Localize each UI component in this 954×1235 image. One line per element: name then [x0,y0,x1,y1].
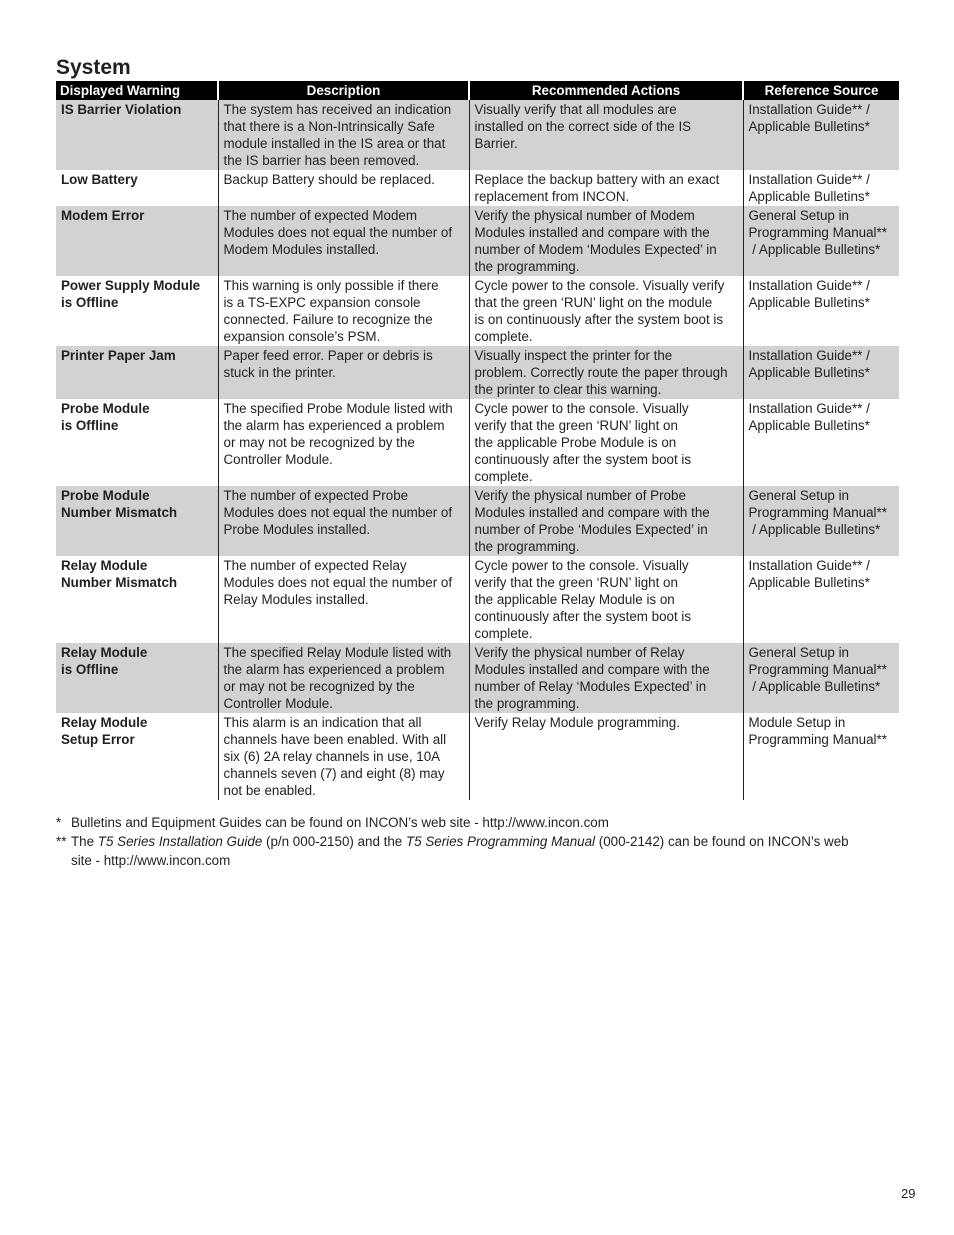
reference-cell [743,556,899,643]
system-warnings-table [56,81,899,800]
cell-line: The number of expected Modem [223,208,418,223]
footnote-text: site - http://www.incon.com [71,853,231,868]
cell-line: Controller Module. [223,696,333,711]
cell-line: Number Mismatch [61,575,178,590]
cell-line: Installation Guide** / [748,172,870,187]
cell-line: Replace the backup battery with an exact [474,172,720,187]
cell-line: is Offline [61,662,119,677]
page-number: 29 [901,1186,916,1201]
cell-line: Backup Battery should be replaced. [223,172,435,187]
cell-line: Visually inspect the printer for the [474,348,673,363]
cell-line: verify that the green ‘RUN’ light on [474,418,678,433]
table-row [56,486,899,556]
actions-cell [469,643,743,713]
cell-line: Modules installed and compare with the [474,225,710,240]
cell-line: replacement from INCON. [474,189,630,204]
cell-line: Verify the physical number of Probe [474,488,686,503]
cell-line: the IS barrier has been removed. [223,153,420,168]
cell-line: General Setup in [748,645,849,660]
cell-line: Paper feed error. Paper or debris is [223,348,433,363]
cell-line: The specified Relay Module listed with [223,645,452,660]
section-title: System [56,56,131,79]
actions-cell [469,399,743,486]
cell-line: the printer to clear this warning. [474,382,662,397]
cell-line: not be enabled. [223,783,316,798]
cell-line: Probe Modules installed. [223,522,371,537]
cell-line: The system has received an indication [223,102,452,117]
cell-line: Modules installed and compare with the [474,505,710,520]
actions-cell [469,486,743,556]
cell-line: The specified Probe Module listed with [223,401,453,416]
cell-line: the applicable Relay Module is on [474,592,675,607]
table-row [56,346,899,399]
cell-line: Number Mismatch [61,505,178,520]
cell-line: module installed in the IS area or that [223,136,446,151]
actions-cell [469,556,743,643]
reference-cell [743,170,899,206]
cell-line: problem. Correctly route the paper through [474,365,728,380]
description-cell [218,556,469,643]
cell-line: The number of expected Probe [223,488,409,503]
footnote-mark: ** [56,834,67,849]
cell-line: Modules installed and compare with the [474,662,710,677]
cell-line: Setup Error [61,732,135,747]
cell-line: Installation Guide** / [748,348,870,363]
warning-cell [56,713,218,800]
footnote-bulletins [56,813,906,832]
cell-line: Installation Guide** / [748,401,870,416]
cell-line: Installation Guide** / [748,558,870,573]
cell-line: Installation Guide** / [748,102,870,117]
reference-cell [743,346,899,399]
actions-cell [469,713,743,800]
header-recommended-actions: Recommended Actions [469,81,743,100]
cell-line: the programming. [474,259,580,274]
cell-line: the alarm has experienced a problem [223,418,445,433]
warning-cell [56,346,218,399]
cell-line: Modules does not equal the number of [223,575,453,590]
table-row [56,206,899,276]
cell-line: Barrier. [474,136,518,151]
cell-line: is Offline [61,295,119,310]
cell-line: Probe Module [61,401,150,416]
reference-cell [743,713,899,800]
cell-line: the programming. [474,696,580,711]
warning-cell [56,399,218,486]
cell-line: channels have been enabled. With all [223,732,447,747]
cell-line: Cycle power to the console. Visually [474,401,689,416]
cell-line: Programming Manual** [748,732,887,747]
cell-line: number of Probe ‘Modules Expected’ in [474,522,708,537]
cell-line: Applicable Bulletins* [748,575,870,590]
description-cell [218,346,469,399]
cell-line: General Setup in [748,488,849,503]
cell-line: is Offline [61,418,119,433]
cell-line: Low Battery [61,172,138,187]
installation-guide-title: T5 Series Installation Guide [97,834,263,849]
warning-cell [56,170,218,206]
actions-cell [469,170,743,206]
cell-line: is on continuously after the system boot is [474,312,724,327]
table-row [56,643,899,713]
description-cell [218,399,469,486]
cell-line: is a TS-EXPC expansion console [223,295,421,310]
warning-cell [56,643,218,713]
cell-line: This alarm is an indication that all [223,715,422,730]
description-cell [218,206,469,276]
reference-cell [743,399,899,486]
cell-line: connected. Failure to recognize the [223,312,433,327]
description-cell [218,643,469,713]
cell-line: the programming. [474,539,580,554]
cell-line: complete. [474,469,533,484]
warning-cell [56,276,218,346]
reference-cell [743,100,899,170]
footnote-text: (000-2142) can be found on INCON’s web [595,834,849,849]
reference-cell [743,276,899,346]
cell-line: Controller Module. [223,452,333,467]
footnote-manuals [56,832,906,870]
description-cell [218,713,469,800]
actions-cell [469,100,743,170]
cell-line: Verify the physical number of Relay [474,645,685,660]
cell-line: the alarm has experienced a problem [223,662,445,677]
cell-line: Module Setup in [748,715,846,730]
cell-line: The number of expected Relay [223,558,407,573]
cell-line: / Applicable Bulletins* [748,522,881,537]
actions-cell [469,276,743,346]
cell-line: Relay Module [61,715,148,730]
description-cell [218,170,469,206]
cell-line: Verify the physical number of Modem [474,208,695,223]
cell-line: Relay Modules installed. [223,592,369,607]
actions-cell [469,206,743,276]
cell-line: / Applicable Bulletins* [748,679,881,694]
cell-line: Installation Guide** / [748,278,870,293]
cell-line: Modules does not equal the number of [223,225,453,240]
cell-line: Modules does not equal the number of [223,505,453,520]
actions-cell [469,346,743,399]
cell-line: Applicable Bulletins* [748,295,870,310]
cell-line: or may not be recognized by the [223,679,415,694]
cell-line: Printer Paper Jam [61,348,176,363]
footnote-text: The [71,834,98,849]
cell-line: General Setup in [748,208,849,223]
cell-line: verify that the green ‘RUN’ light on [474,575,678,590]
cell-line: channels seven (7) and eight (8) may [223,766,445,781]
footnote-text: Bulletins and Equipment Guides can be found on INCON’s web site - http://www.incon.com [71,815,609,830]
reference-cell [743,486,899,556]
cell-line: IS Barrier Violation [61,102,182,117]
cell-line: Probe Module [61,488,150,503]
cell-line: or may not be recognized by the [223,435,415,450]
header-reference-source: Reference Source [743,81,899,100]
footnote-text: (p/n 000-2150) and the [262,834,406,849]
header-description: Description [218,81,469,100]
table-row [56,556,899,643]
footnotes [56,813,906,870]
cell-line: Modem Error [61,208,145,223]
cell-line: expansion console’s PSM. [223,329,381,344]
footnote-mark: * [56,815,62,830]
warning-cell [56,206,218,276]
cell-line: Power Supply Module [61,278,201,293]
cell-line: continuously after the system boot is [474,452,692,467]
cell-line: installed on the correct side of the IS [474,119,692,134]
cell-line: the applicable Probe Module is on [474,435,677,450]
table-row [56,170,899,206]
cell-line: six (6) 2A relay channels in use, 10A [223,749,441,764]
cell-line: that the green ‘RUN’ light on the module [474,295,713,310]
warning-cell [56,100,218,170]
description-cell [218,100,469,170]
table-row [56,100,899,170]
cell-line: Relay Module [61,558,148,573]
cell-line: Applicable Bulletins* [748,418,870,433]
cell-line: Modem Modules installed. [223,242,380,257]
cell-line: This warning is only possible if there [223,278,439,293]
cell-line: complete. [474,329,533,344]
cell-line: Relay Module [61,645,148,660]
cell-line: number of Relay ‘Modules Expected’ in [474,679,707,694]
reference-cell [743,206,899,276]
table-header-row [56,81,899,100]
header-displayed-warning: Displayed Warning [56,81,218,100]
warning-cell [56,556,218,643]
cell-line: Applicable Bulletins* [748,119,870,134]
cell-line: Visually verify that all modules are [474,102,677,117]
cell-line: stuck in the printer. [223,365,336,380]
cell-line: complete. [474,626,533,641]
cell-line: Cycle power to the console. Visually verify [474,278,725,293]
cell-line: Programming Manual** [748,662,887,677]
cell-line: Programming Manual** [748,505,887,520]
cell-line: that there is a Non-Intrinsically Safe [223,119,435,134]
table-row [56,276,899,346]
cell-line: / Applicable Bulletins* [748,242,881,257]
cell-line: continuously after the system boot is [474,609,692,624]
cell-line: Programming Manual** [748,225,887,240]
cell-line: Applicable Bulletins* [748,365,870,380]
cell-line: Verify Relay Module programming. [474,715,680,730]
description-cell [218,276,469,346]
table-row [56,399,899,486]
warning-cell [56,486,218,556]
cell-line: number of Modem ‘Modules Expected’ in [474,242,717,257]
cell-line: Cycle power to the console. Visually [474,558,689,573]
programming-manual-title: T5 Series Programming Manual [405,834,596,849]
cell-line: Applicable Bulletins* [748,189,870,204]
description-cell [218,486,469,556]
table-row [56,713,899,800]
reference-cell [743,643,899,713]
